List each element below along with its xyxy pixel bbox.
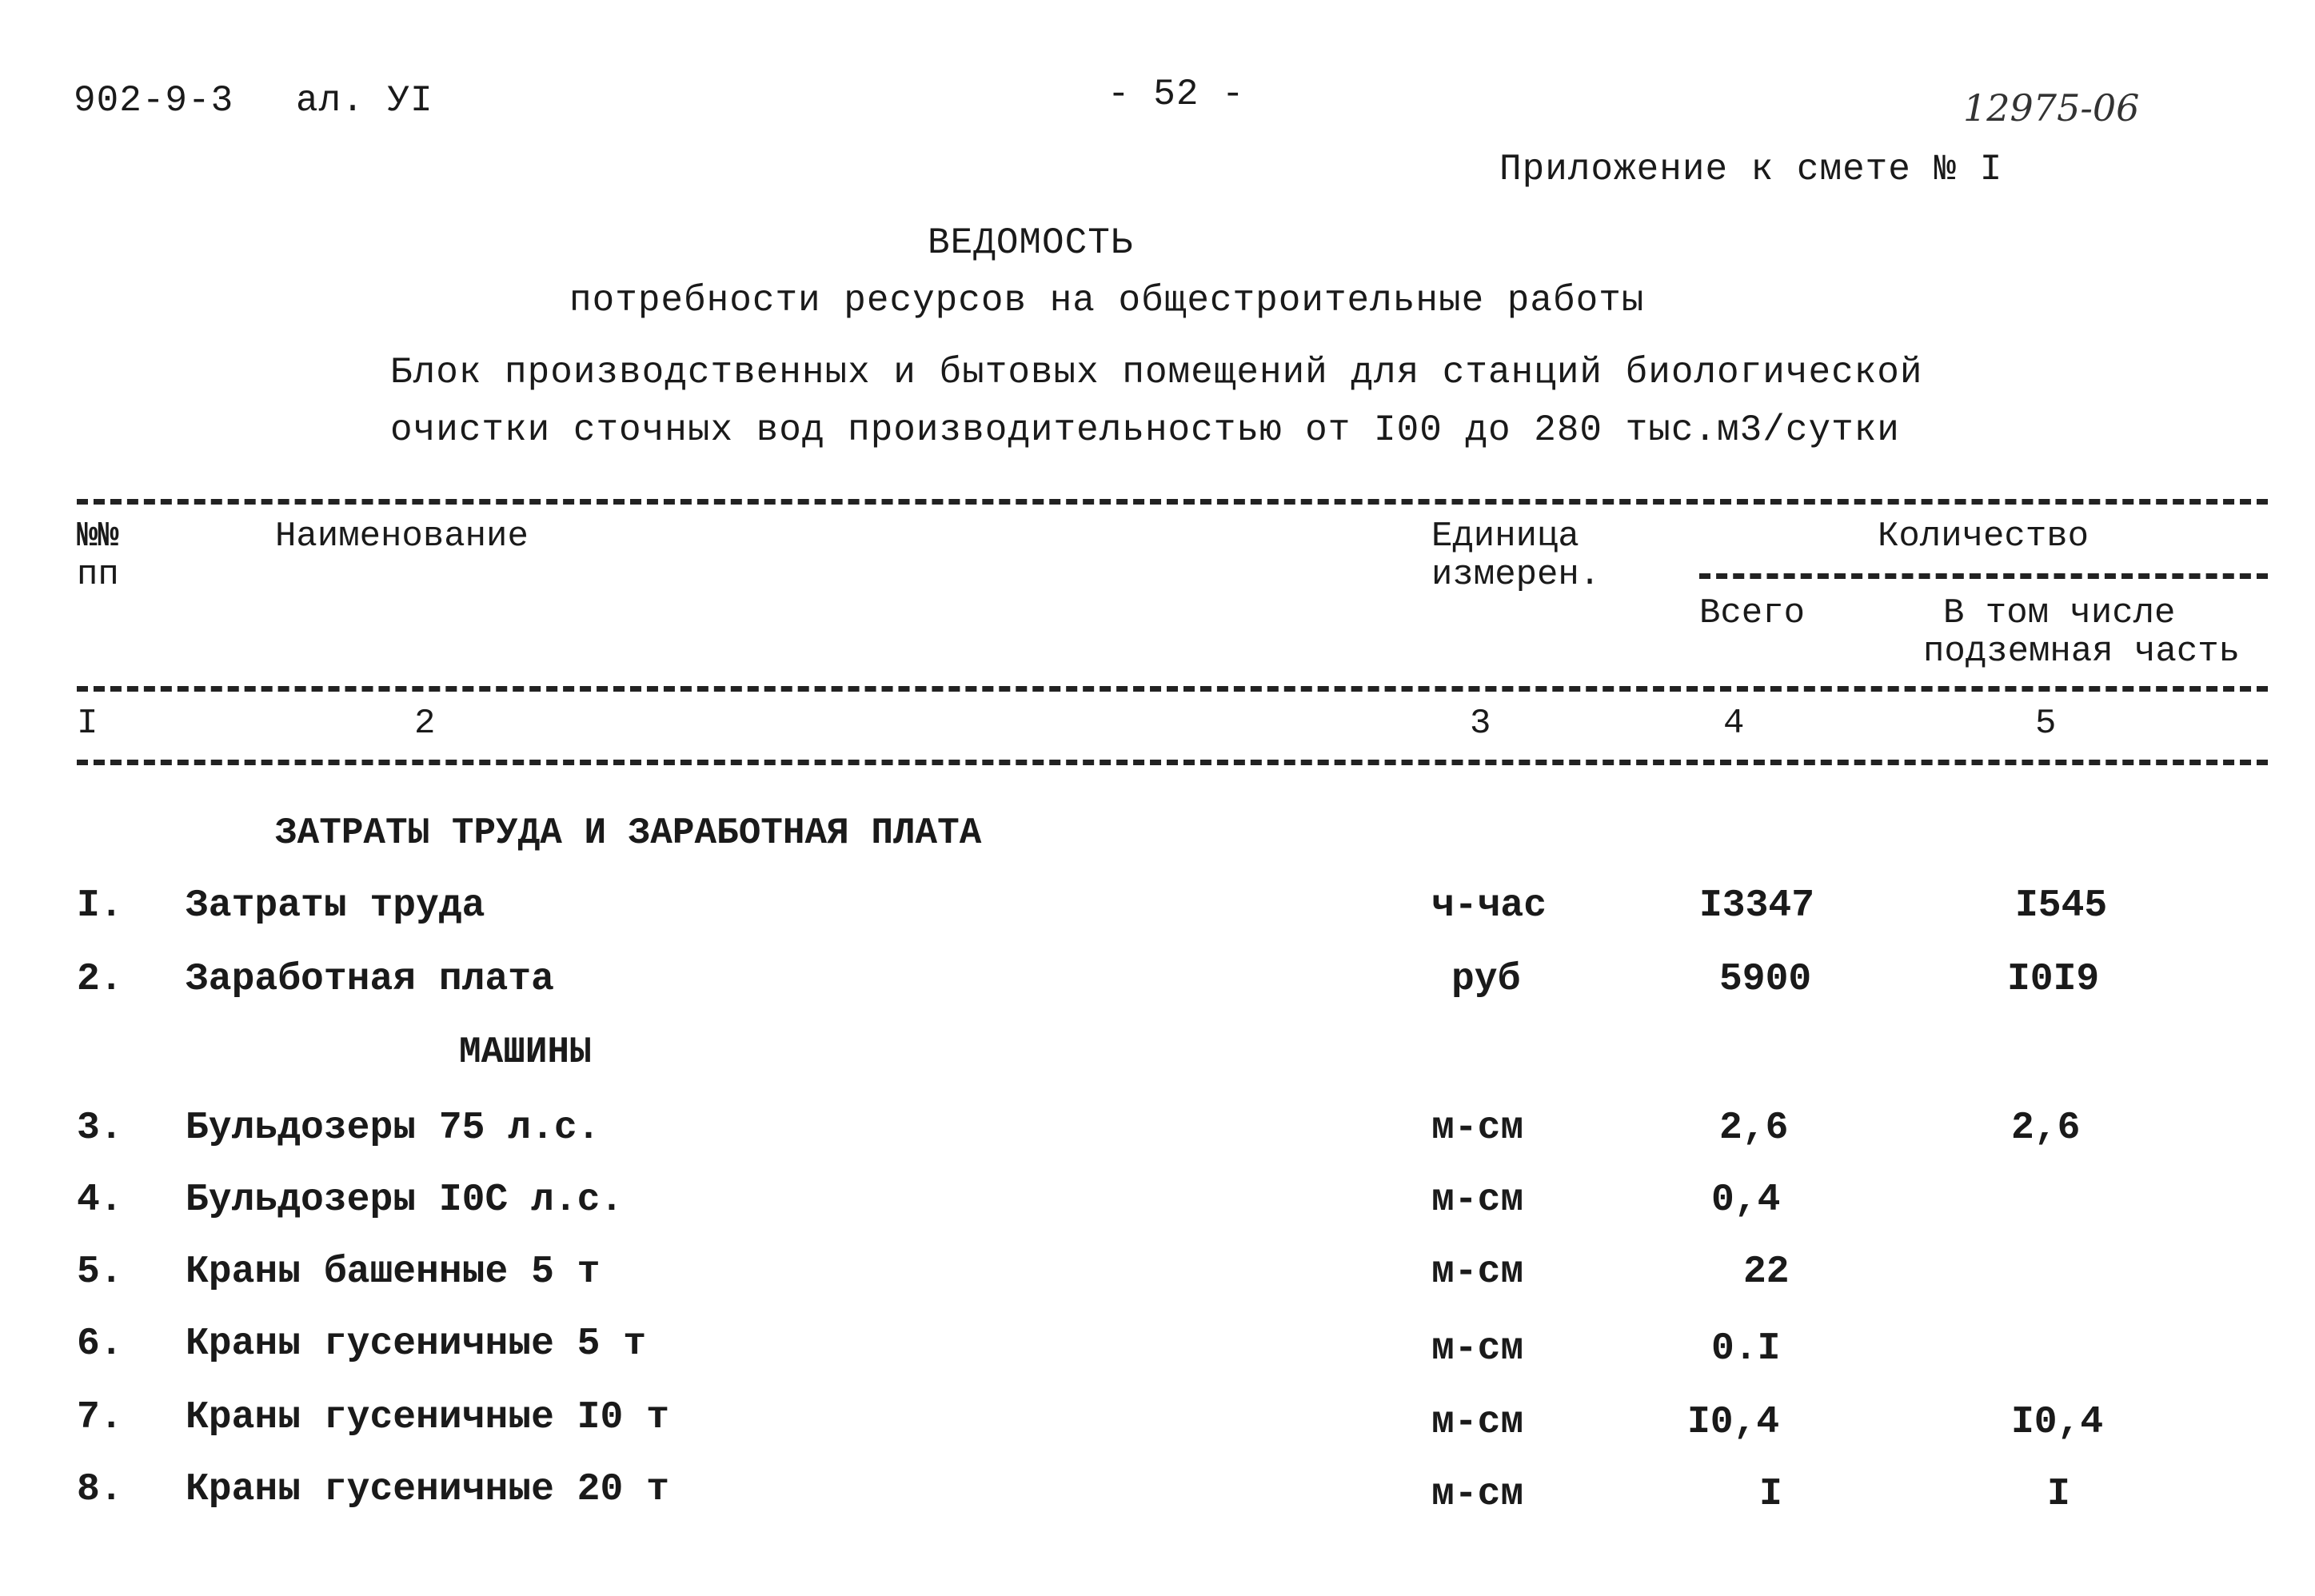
row-underground: I0I9: [2007, 958, 2100, 1001]
row-underground: I: [2047, 1473, 2070, 1516]
row-unit: м-см: [1431, 1327, 1524, 1371]
row-name: Бульдозеры I0С л.с.: [186, 1179, 624, 1222]
object-description-line1: Блок производственных и бытовых помещений для станций биологической: [390, 352, 1923, 393]
row-num: 3.: [77, 1107, 123, 1150]
row-total: 0,4: [1711, 1179, 1781, 1222]
row-total: 2,6: [1719, 1107, 1789, 1150]
row-name: Краны гусеничные I0 т: [186, 1396, 669, 1439]
row-unit: руб: [1451, 958, 1521, 1001]
document-code: 902-9-3: [74, 80, 234, 122]
column-number-1: I: [77, 704, 98, 744]
album-number: ал. УI: [296, 80, 433, 122]
quantity-split-rule: [1699, 573, 2268, 579]
row-total: I0,4: [1687, 1401, 1780, 1444]
row-num: 4.: [77, 1179, 123, 1222]
header-num-line2: пп: [77, 555, 119, 595]
row-unit: м-см: [1431, 1107, 1524, 1150]
row-underground: I0,4: [2011, 1401, 2104, 1444]
row-name: Бульдозеры 75 л.с.: [186, 1107, 601, 1150]
row-total: 22: [1743, 1251, 1790, 1294]
row-num: 8.: [77, 1468, 123, 1511]
row-underground: 2,6: [2011, 1107, 2081, 1150]
column-number-3: 3: [1470, 704, 1491, 744]
header-bottom-rule: [77, 686, 2268, 692]
header-unit-line2: измерен.: [1431, 555, 1601, 595]
row-num: 7.: [77, 1396, 123, 1439]
header-underground-line2: подземная часть: [1923, 632, 2241, 672]
column-number-4: 4: [1723, 704, 1745, 744]
object-description-line2: очистки сточных вод производительностью от I00 до 280 тыс.м3/сутки: [390, 409, 1900, 451]
row-unit: м-см: [1431, 1473, 1524, 1516]
column-number-5: 5: [2035, 704, 2057, 744]
row-num: 5.: [77, 1251, 123, 1294]
appendix-label: Приложение к смете № I: [1499, 149, 2003, 190]
header-name: Наименование: [275, 517, 529, 557]
row-underground: I545: [2015, 884, 2108, 928]
row-name: Краны гусеничные 5 т: [186, 1323, 647, 1366]
row-unit: м-см: [1431, 1179, 1524, 1222]
header-underground-line1: В том числе: [1943, 593, 2176, 633]
row-unit: м-см: [1431, 1401, 1524, 1444]
column-numbers-bottom-rule: [77, 760, 2268, 765]
row-name: Затраты труда: [186, 884, 485, 928]
table-top-rule: [77, 499, 2268, 505]
row-num: 2.: [77, 958, 123, 1001]
section-title-machines: МАШИНЫ: [459, 1031, 592, 1073]
row-total: 5900: [1719, 958, 1812, 1001]
document-subtitle: потребности ресурсов на общестроительные работы: [569, 280, 1645, 321]
row-name: Краны башенные 5 т: [186, 1251, 601, 1294]
row-total: I3347: [1699, 884, 1815, 928]
row-total: I: [1759, 1473, 1782, 1516]
row-unit: ч-час: [1431, 884, 1547, 928]
handwritten-archive-number: 12975-06: [1963, 86, 2140, 130]
page-number: - 52 -: [1108, 74, 1245, 115]
row-unit: м-см: [1431, 1251, 1524, 1294]
row-num: I.: [77, 884, 123, 928]
row-name: Заработная плата: [186, 958, 554, 1001]
section-title-labor: ЗАТРАТЫ ТРУДА И ЗАРАБОТНАЯ ПЛАТА: [275, 812, 982, 854]
row-name: Краны гусеничные 20 т: [186, 1468, 669, 1511]
row-total: 0.I: [1711, 1327, 1781, 1371]
header-num-line1: №№: [77, 517, 119, 557]
header-quantity: Количество: [1878, 517, 2089, 557]
row-num: 6.: [77, 1323, 123, 1366]
column-number-2: 2: [414, 704, 436, 744]
header-total: Всего: [1699, 593, 1806, 633]
document-title: ВЕДОМОСТЬ: [928, 222, 1134, 264]
header-unit-line1: Единица: [1431, 517, 1579, 557]
